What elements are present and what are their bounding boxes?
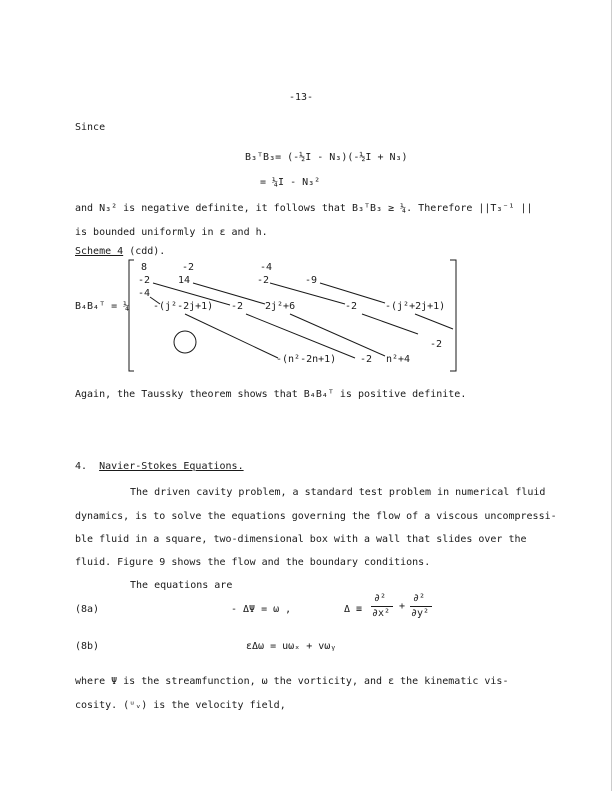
diagonal-line xyxy=(415,314,453,329)
frac-numerator: ∂² xyxy=(413,593,426,604)
paragraph-line: and N₃² is negative definite, it follows that B₃ᵀB₃ ≥ ¼. Therefore ||T₃⁻¹ || xyxy=(75,203,533,214)
paragraph-line: The equations are xyxy=(130,580,233,591)
equation-b3: B₃ᵀB₃= (-½I - N₃)(-½I + N₃) xyxy=(245,152,408,163)
paragraph-line: fluid. Figure 9 shows the flow and the boundary conditions. xyxy=(75,557,431,568)
paragraph-line: The driven cavity problem, a standard test problem in numerical fluid xyxy=(130,487,546,498)
equation-label-8b: (8b) xyxy=(75,641,100,652)
matrix-entry: -(j²-2j+1) xyxy=(153,301,214,312)
frac-denominator: ∂x² xyxy=(372,608,391,619)
equation-label-8a: (8a) xyxy=(75,604,100,615)
matrix-entry: n²+4 xyxy=(386,354,411,365)
section-number: 4. xyxy=(75,461,88,472)
diagonal-line xyxy=(290,314,385,356)
matrix-entry: -2 xyxy=(257,275,270,286)
diagonal-line xyxy=(185,314,278,358)
matrix-entry: -2 xyxy=(231,301,244,312)
equation-b3-result: = ¼I - N₃² xyxy=(260,177,321,188)
matrix-entry: -2 xyxy=(345,301,358,312)
scheme-suffix: (cdd). xyxy=(123,246,166,257)
matrix-entry: -4 xyxy=(138,288,151,299)
matrix-entry: -(j²+2j+1) xyxy=(385,301,446,312)
section-title: Navier-Stokes Equations. xyxy=(99,461,244,472)
paragraph-line: dynamics, is to solve the equations governing the flow of a viscous uncompressi- xyxy=(75,511,557,522)
fraction-bar xyxy=(371,606,393,607)
zero-circle xyxy=(174,331,196,353)
frac-numerator: ∂² xyxy=(374,593,387,604)
matrix-entry: -(n²-2n+1) xyxy=(276,354,337,365)
plus-sign: + xyxy=(399,601,406,612)
equation-8b: εΔω = uωₓ + vωᵧ xyxy=(246,641,337,652)
matrix-entry: 14 xyxy=(178,275,191,286)
matrix-entry: -4 xyxy=(260,262,273,273)
matrix-entry: -2 xyxy=(182,262,195,273)
matrix-entry: -2 xyxy=(360,354,373,365)
page-number: -13- xyxy=(289,92,314,103)
right-bracket xyxy=(450,260,456,371)
scheme-title: Scheme 4 xyxy=(75,246,124,257)
matrix-entry: -2 xyxy=(430,339,443,350)
paragraph-line: cosity. (ᵘᵥ) is the velocity field, xyxy=(75,700,286,711)
section-heading xyxy=(75,461,244,473)
paragraph-line: is bounded uniformly in ε and h. xyxy=(75,227,268,238)
laplacian-def: Δ ≡ xyxy=(344,604,363,615)
matrix-entry: -2 xyxy=(138,275,151,286)
paragraph-line: where Ψ is the streamfunction, ω the vorticity, and ε the kinematic vis- xyxy=(75,676,509,687)
paragraph-line: Again, the Taussky theorem shows that B₄B₄ᵀ is positive definite. xyxy=(75,389,467,400)
matrix-entry: 8 xyxy=(141,262,148,273)
fraction-bar xyxy=(410,606,432,607)
diagonal-line xyxy=(362,314,418,334)
frac-denominator: ∂y² xyxy=(411,608,430,619)
matrix-lhs: B₄B₄ᵀ = ¼ xyxy=(75,301,130,312)
matrix-entry: -9 xyxy=(305,275,318,286)
equation-8a: - ΔΨ = ω , xyxy=(231,604,292,615)
matrix-entry: 2j²+6 xyxy=(265,301,296,312)
paragraph-line: ble fluid in a square, two-dimensional box with a wall that slides over the xyxy=(75,534,527,545)
text-since: Since xyxy=(75,122,106,133)
left-bracket xyxy=(129,260,134,371)
